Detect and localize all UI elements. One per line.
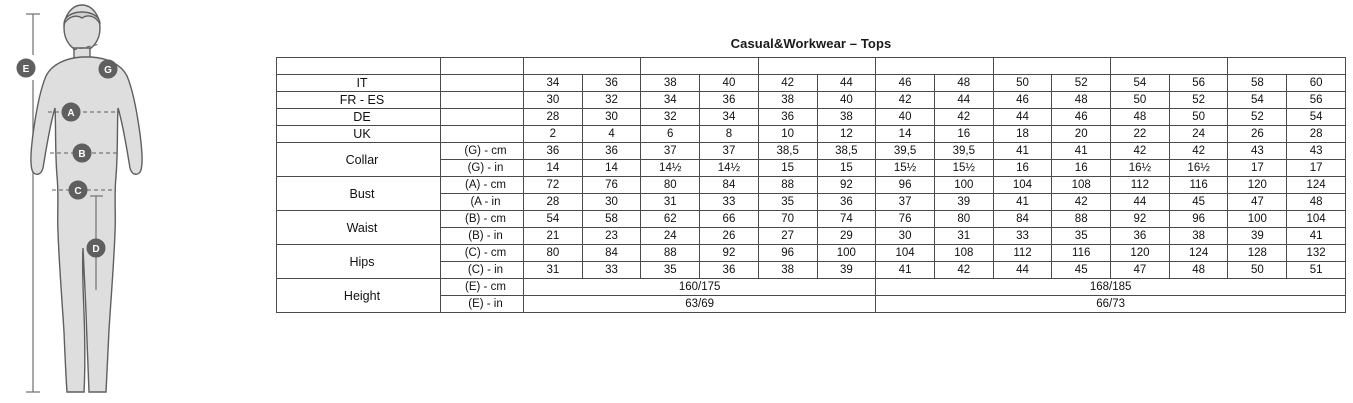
body-measurement-figure xyxy=(0,0,272,403)
cell: 39,5 xyxy=(934,143,993,160)
row-unit-height-cm: (E) - cm xyxy=(440,279,523,296)
row-label-bust: Bust xyxy=(277,177,441,211)
cell: 45 xyxy=(1052,262,1111,279)
cell: 88 xyxy=(758,177,817,194)
row-label-fr-es: FR - ES xyxy=(277,92,441,109)
cell: 52 xyxy=(1169,92,1228,109)
cell: 54 xyxy=(1287,109,1346,126)
cell: 42 xyxy=(1052,194,1111,211)
marker-label-B: B xyxy=(78,149,86,160)
cell: 42 xyxy=(1111,143,1170,160)
row-unit-collar-cm: (G) - cm xyxy=(440,143,523,160)
cell: 48 xyxy=(1111,109,1170,126)
cell: 28 xyxy=(523,194,582,211)
row-unit-collar-in: (G) - in xyxy=(440,160,523,177)
cell: 36 xyxy=(523,143,582,160)
cell: 108 xyxy=(1052,177,1111,194)
cell: 21 xyxy=(523,228,582,245)
header-size-xxl: XXL xyxy=(1111,58,1228,75)
cell: 35 xyxy=(1052,228,1111,245)
cell: 16 xyxy=(1052,160,1111,177)
table-row xyxy=(277,211,1346,228)
cell: 36 xyxy=(758,109,817,126)
cell: 17 xyxy=(1287,160,1346,177)
cell: 42 xyxy=(934,262,993,279)
cell: 14 xyxy=(523,160,582,177)
cell: 32 xyxy=(582,92,641,109)
cell: 48 xyxy=(1052,92,1111,109)
cell: 44 xyxy=(1111,194,1170,211)
cell: 33 xyxy=(993,228,1052,245)
table-row xyxy=(277,177,1346,194)
cell: 42 xyxy=(1169,143,1228,160)
cell: 84 xyxy=(993,211,1052,228)
cell: 132 xyxy=(1287,245,1346,262)
cell: 38 xyxy=(1169,228,1228,245)
cell: 47 xyxy=(1111,262,1170,279)
cell: 30 xyxy=(582,109,641,126)
cell: 33 xyxy=(700,194,759,211)
cell: 38 xyxy=(641,75,700,92)
cell: 36 xyxy=(582,143,641,160)
row-unit-bust-in: (A - in xyxy=(440,194,523,211)
cell: 50 xyxy=(993,75,1052,92)
row-label-collar: Collar xyxy=(277,143,441,177)
cell: 44 xyxy=(993,109,1052,126)
cell: 14½ xyxy=(700,160,759,177)
cell: 14 xyxy=(876,126,935,143)
cell: 15 xyxy=(817,160,876,177)
cell: 41 xyxy=(1287,228,1346,245)
row-label-waist: Waist xyxy=(277,211,441,245)
cell: 48 xyxy=(1287,194,1346,211)
cell: 20 xyxy=(1052,126,1111,143)
cell: 88 xyxy=(1052,211,1111,228)
cell: 26 xyxy=(700,228,759,245)
row-unit-uk xyxy=(440,126,523,143)
row-label-it: IT xyxy=(277,75,441,92)
cell: 58 xyxy=(582,211,641,228)
cell: 41 xyxy=(876,262,935,279)
cell: 43 xyxy=(1228,143,1287,160)
row-label-hips: Hips xyxy=(277,245,441,279)
row-label-uk: UK xyxy=(277,126,441,143)
cell: 4 xyxy=(582,126,641,143)
cell: 35 xyxy=(758,194,817,211)
row-label-height: Height xyxy=(277,279,441,313)
cell: 38,5 xyxy=(817,143,876,160)
cell: 96 xyxy=(1169,211,1228,228)
cell: 80 xyxy=(523,245,582,262)
row-unit-it xyxy=(440,75,523,92)
cell: 80 xyxy=(641,177,700,194)
marker-label-C: C xyxy=(74,186,82,197)
header-international-sizes: International sizes xyxy=(277,58,441,75)
cell: 24 xyxy=(1169,126,1228,143)
cell: 116 xyxy=(1169,177,1228,194)
cell: 36 xyxy=(817,194,876,211)
cell: 42 xyxy=(934,109,993,126)
cell: 16 xyxy=(993,160,1052,177)
cell: 80 xyxy=(934,211,993,228)
cell: 16 xyxy=(934,126,993,143)
cell: 47 xyxy=(1228,194,1287,211)
row-unit-bust-cm: (A) - cm xyxy=(440,177,523,194)
cell: 29 xyxy=(817,228,876,245)
row-unit-height-in: (E) - in xyxy=(440,296,523,313)
cell: 45 xyxy=(1169,194,1228,211)
cell: 16½ xyxy=(1169,160,1228,177)
cell: 15 xyxy=(758,160,817,177)
cell: 104 xyxy=(876,245,935,262)
marker-label-A: A xyxy=(67,108,75,119)
cell: 66 xyxy=(700,211,759,228)
cell: 128 xyxy=(1228,245,1287,262)
cell: 26 xyxy=(1228,126,1287,143)
cell: 58 xyxy=(1228,75,1287,92)
cell: 54 xyxy=(1111,75,1170,92)
cell: 30 xyxy=(523,92,582,109)
cell: 10 xyxy=(758,126,817,143)
cell: 37 xyxy=(641,143,700,160)
cell: 92 xyxy=(817,177,876,194)
cell: 8 xyxy=(700,126,759,143)
cell: 15½ xyxy=(876,160,935,177)
marker-label-E: E xyxy=(22,64,30,75)
size-table xyxy=(276,57,1346,313)
cell: 31 xyxy=(641,194,700,211)
cell: 51 xyxy=(1287,262,1346,279)
height-in-left: 63/69 xyxy=(523,296,875,313)
cell: 84 xyxy=(582,245,641,262)
header-size-s: S xyxy=(641,58,758,75)
cell: 70 xyxy=(758,211,817,228)
cell: 88 xyxy=(641,245,700,262)
cell: 34 xyxy=(523,75,582,92)
marker-label-G: G xyxy=(104,65,112,76)
table-row xyxy=(277,279,1346,296)
cell: 15½ xyxy=(934,160,993,177)
cell: 100 xyxy=(1228,211,1287,228)
cell: 92 xyxy=(1111,211,1170,228)
cell: 34 xyxy=(700,109,759,126)
cell: 28 xyxy=(523,109,582,126)
cell: 31 xyxy=(523,262,582,279)
header-size-3xl: 3XL xyxy=(1228,58,1346,75)
cell: 30 xyxy=(876,228,935,245)
cell: 28 xyxy=(1287,126,1346,143)
header-size-l: L xyxy=(876,58,993,75)
cell: 104 xyxy=(1287,211,1346,228)
cell: 104 xyxy=(993,177,1052,194)
cell: 48 xyxy=(934,75,993,92)
cell: 39 xyxy=(817,262,876,279)
cell: 120 xyxy=(1111,245,1170,262)
cell: 50 xyxy=(1111,92,1170,109)
cell: 35 xyxy=(641,262,700,279)
table-row xyxy=(277,75,1346,92)
table-header-row xyxy=(277,58,1346,75)
cell: 54 xyxy=(523,211,582,228)
cell: 18 xyxy=(993,126,1052,143)
cell: 40 xyxy=(700,75,759,92)
height-cm-left: 160/175 xyxy=(523,279,875,296)
cell: 72 xyxy=(523,177,582,194)
table-row xyxy=(277,126,1346,143)
cell: 31 xyxy=(934,228,993,245)
cell: 84 xyxy=(700,177,759,194)
cell: 46 xyxy=(876,75,935,92)
cell: 40 xyxy=(876,109,935,126)
cell: 2 xyxy=(523,126,582,143)
cell: 112 xyxy=(1111,177,1170,194)
cell: 50 xyxy=(1228,262,1287,279)
header-size-m: M xyxy=(758,58,875,75)
cell: 33 xyxy=(582,262,641,279)
cell: 14½ xyxy=(641,160,700,177)
cell: 39 xyxy=(1228,228,1287,245)
cell: 34 xyxy=(641,92,700,109)
cell: 76 xyxy=(582,177,641,194)
size-table-panel xyxy=(276,36,1346,313)
row-unit-hips-in: (C) - in xyxy=(440,262,523,279)
header-size-xl: XL xyxy=(993,58,1110,75)
cell: 124 xyxy=(1169,245,1228,262)
cell: 56 xyxy=(1169,75,1228,92)
cell: 74 xyxy=(817,211,876,228)
cell: 46 xyxy=(993,92,1052,109)
cell: 108 xyxy=(934,245,993,262)
cell: 41 xyxy=(993,194,1052,211)
cell: 41 xyxy=(993,143,1052,160)
cell: 12 xyxy=(817,126,876,143)
cell: 120 xyxy=(1228,177,1287,194)
cell: 36 xyxy=(700,92,759,109)
cell: 42 xyxy=(758,75,817,92)
cell: 39,5 xyxy=(876,143,935,160)
cell: 50 xyxy=(1169,109,1228,126)
cell: 22 xyxy=(1111,126,1170,143)
cell: 36 xyxy=(700,262,759,279)
height-cm-right: 168/185 xyxy=(876,279,1346,296)
cell: 24 xyxy=(641,228,700,245)
cell: 41 xyxy=(1052,143,1111,160)
cell: 124 xyxy=(1287,177,1346,194)
cell: 44 xyxy=(817,75,876,92)
cell: 76 xyxy=(876,211,935,228)
cell: 100 xyxy=(817,245,876,262)
cell: 36 xyxy=(1111,228,1170,245)
cell: 17 xyxy=(1228,160,1287,177)
cell: 92 xyxy=(700,245,759,262)
cell: 14 xyxy=(582,160,641,177)
cell: 46 xyxy=(1052,109,1111,126)
cell: 38 xyxy=(817,109,876,126)
cell: 44 xyxy=(993,262,1052,279)
cell: 16½ xyxy=(1111,160,1170,177)
cell: 37 xyxy=(876,194,935,211)
cell: 30 xyxy=(582,194,641,211)
row-unit-de xyxy=(440,109,523,126)
cell: 52 xyxy=(1052,75,1111,92)
cell: 100 xyxy=(934,177,993,194)
cell: 116 xyxy=(1052,245,1111,262)
cell: 56 xyxy=(1287,92,1346,109)
cell: 27 xyxy=(758,228,817,245)
marker-label-D: D xyxy=(92,244,100,255)
row-unit-hips-cm: (C) - cm xyxy=(440,245,523,262)
cell: 54 xyxy=(1228,92,1287,109)
table-row xyxy=(277,143,1346,160)
header-size-xs: XS xyxy=(523,58,640,75)
cell: 60 xyxy=(1287,75,1346,92)
cell: 52 xyxy=(1228,109,1287,126)
cell: 38 xyxy=(758,92,817,109)
row-label-de: DE xyxy=(277,109,441,126)
cell: 23 xyxy=(582,228,641,245)
cell: 39 xyxy=(934,194,993,211)
row-unit-waist-cm: (B) - cm xyxy=(440,211,523,228)
table-row xyxy=(277,109,1346,126)
cell: 36 xyxy=(582,75,641,92)
cell: 42 xyxy=(876,92,935,109)
table-row xyxy=(277,245,1346,262)
cell: 32 xyxy=(641,109,700,126)
cell: 112 xyxy=(993,245,1052,262)
cell: 44 xyxy=(934,92,993,109)
page-title: Casual&Workwear – Tops xyxy=(730,36,892,51)
cell: 38,5 xyxy=(758,143,817,160)
cell: 6 xyxy=(641,126,700,143)
cell: 40 xyxy=(817,92,876,109)
cell: 37 xyxy=(700,143,759,160)
row-unit-waist-in: (B) - in xyxy=(440,228,523,245)
cell: 43 xyxy=(1287,143,1346,160)
cell: 96 xyxy=(876,177,935,194)
cell: 62 xyxy=(641,211,700,228)
height-in-right: 66/73 xyxy=(876,296,1346,313)
cell: 48 xyxy=(1169,262,1228,279)
cell: 96 xyxy=(758,245,817,262)
header-unit-col xyxy=(440,58,523,75)
row-unit-fr-es xyxy=(440,92,523,109)
table-row xyxy=(277,92,1346,109)
cell: 38 xyxy=(758,262,817,279)
